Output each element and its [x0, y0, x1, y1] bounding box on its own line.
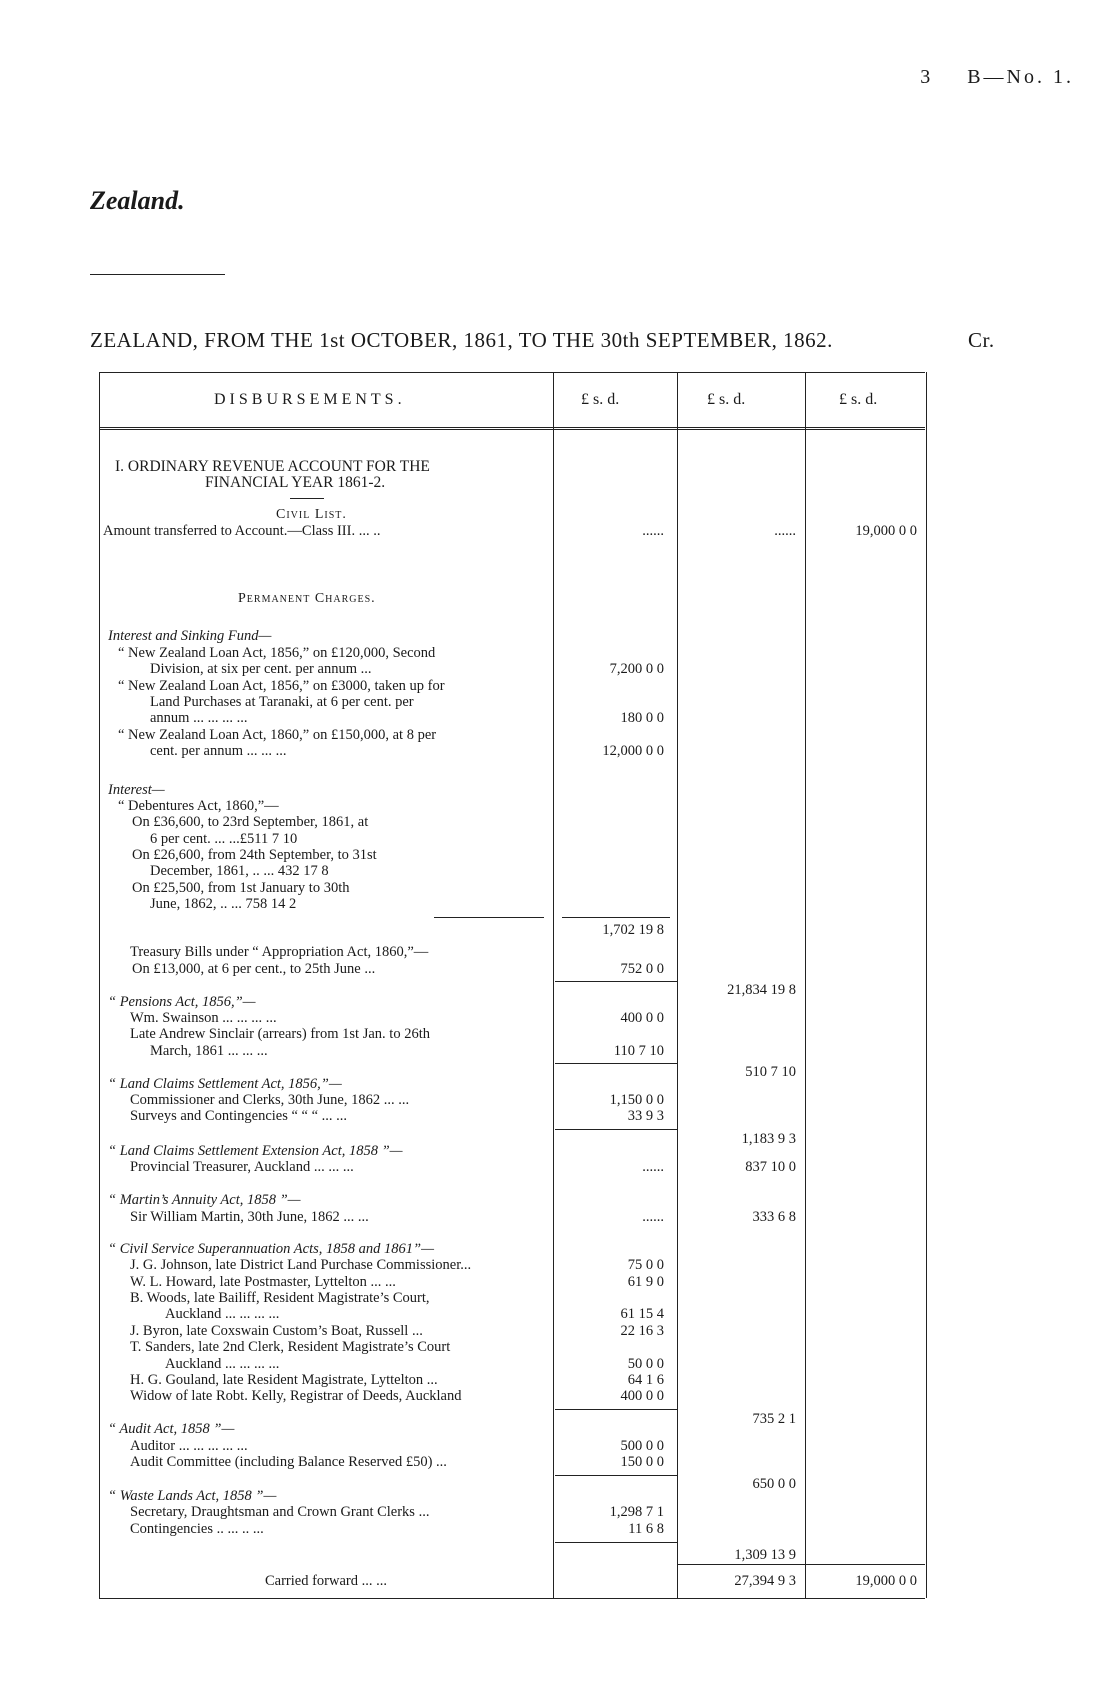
row-description: June, 1862, .. ... 758 14 2	[150, 896, 297, 912]
column-divider-3	[805, 372, 806, 1598]
amount-c1: 110 7 10	[613, 1043, 664, 1059]
amount-c1: 400 0 0	[620, 1010, 664, 1026]
row-description: Land Purchases at Taranaki, at 6 per cent. per	[150, 694, 414, 710]
row-description: Late Andrew Sinclair (arrears) from 1st Jan. to 26th	[130, 1026, 430, 1042]
amount-c2: 27,394 9 3	[734, 1573, 796, 1589]
row-description: Widow of late Robt. Kelly, Registrar of Deeds, Auckland	[130, 1388, 462, 1404]
permanent-charges-title: Permanent Charges.	[238, 591, 376, 606]
amount-c1: 11 6 8	[628, 1521, 664, 1537]
page-number-value: 3	[920, 66, 934, 88]
row-description: T. Sanders, late 2nd Clerk, Resident Magistrate’s Court	[130, 1339, 451, 1355]
column-header-2: £ s. d.	[707, 391, 746, 408]
column-divider-2	[677, 372, 678, 1598]
civil-list-col2: ......	[774, 523, 796, 539]
section-heading-line-2: FINANCIAL YEAR 1861-2.	[205, 474, 386, 491]
row-description: “ New Zealand Loan Act, 1860,” on £150,000, at 8 per	[118, 727, 437, 743]
subtotal-rule	[555, 981, 677, 982]
civil-list-col3: 19,000 0 0	[855, 523, 917, 539]
row-description: Provincial Treasurer, Auckland ... ... ...	[130, 1159, 354, 1175]
subtotal-rule	[555, 1542, 677, 1543]
amount-c1: 12,000 0 0	[602, 743, 664, 759]
row-description: cent. per annum ... ... ...	[150, 743, 287, 759]
row-description: Contingencies .. ... .. ...	[130, 1521, 264, 1537]
amount-c2: 510 7 10	[745, 1064, 796, 1080]
row-description: W. L. Howard, late Postmaster, Lyttelton ... ...	[130, 1274, 396, 1290]
row-description: Secretary, Draughtsman and Crown Grant Clerks ...	[130, 1504, 430, 1520]
row-description: Auckland ... ... ... ...	[165, 1306, 280, 1322]
column-divider-1	[553, 372, 554, 1598]
row-description: Auckland ... ... ... ...	[165, 1356, 280, 1372]
row-description: “ Civil Service Superannuation Acts, 1858 and 1861”—	[108, 1241, 434, 1257]
page-number	[920, 66, 1074, 89]
subtotal-rule	[555, 1475, 677, 1476]
credit-label: Cr.	[968, 328, 995, 352]
row-description: “ Land Claims Settlement Extension Act, 1858 ”—	[108, 1143, 403, 1159]
row-description: On £25,500, from 1st January to 30th	[132, 880, 350, 896]
row-description: “ Waste Lands Act, 1858 ”—	[108, 1488, 277, 1504]
amount-c3: 19,000 0 0	[855, 1573, 917, 1589]
row-description: Wm. Swainson ... ... ... ...	[130, 1010, 277, 1026]
amount-c2: 21,834 19 8	[727, 982, 796, 998]
amount-c1: 1,298 7 1	[609, 1504, 664, 1520]
table-bottom-rule	[99, 1598, 925, 1599]
civil-list-col1: ......	[642, 523, 664, 539]
row-description: “ Land Claims Settlement Act, 1856,”—	[108, 1076, 342, 1092]
subtotal-rule	[555, 1409, 677, 1410]
amount-c1: 7,200 0 0	[609, 661, 664, 677]
amount-c2: 1,183 9 3	[741, 1131, 796, 1147]
row-description: “ Martin’s Annuity Act, 1858 ”—	[108, 1192, 301, 1208]
row-description: Carried forward ... ...	[265, 1573, 387, 1589]
row-description: On £36,600, to 23rd September, 1861, at	[132, 814, 369, 830]
row-description: “ New Zealand Loan Act, 1856,” on £120,000, Second	[118, 645, 436, 661]
row-description: “ Pensions Act, 1856,”—	[108, 994, 256, 1010]
amount-c1: 50 0 0	[627, 1356, 664, 1372]
amount-c1: 1,702 19 8	[602, 922, 664, 938]
gothic-heading: Zealand.	[90, 186, 185, 215]
row-description: Interest and Sinking Fund—	[108, 628, 272, 644]
section-heading-line-1: I. ORDINARY REVENUE ACCOUNT FOR THE	[115, 458, 430, 475]
document-ref: B—No. 1.	[967, 66, 1074, 88]
row-description: Commissioner and Clerks, 30th June, 1862 ... ...	[130, 1092, 410, 1108]
row-description: Division, at six per cent. per annum ...	[150, 661, 372, 677]
row-description: On £13,000, at 6 per cent., to 25th June ...	[132, 961, 376, 977]
row-description: H. G. Gouland, late Resident Magistrate, Lyttelton ...	[130, 1372, 438, 1388]
amount-c1: 61 15 4	[620, 1306, 664, 1322]
row-description: “ Debentures Act, 1860,”—	[118, 798, 279, 814]
table-header	[99, 372, 925, 430]
amount-c1: 180 0 0	[620, 710, 664, 726]
heading-rule	[90, 274, 225, 275]
amount-c1: 64 1 6	[627, 1372, 664, 1388]
row-description: J. Byron, late Coxswain Custom’s Boat, Russell ...	[130, 1323, 423, 1339]
column-header-3: £ s. d.	[839, 391, 878, 408]
row-description: “ New Zealand Loan Act, 1856,” on £3000, taken up for	[118, 678, 445, 694]
row-description: J. G. Johnson, late District Land Purchase Commissioner...	[130, 1257, 472, 1273]
amount-c1: 1,150 0 0	[609, 1092, 664, 1108]
civil-list-desc: Amount transferred to Account.—Class III. ... ..	[103, 523, 381, 539]
amount-c1: 752 0 0	[620, 961, 664, 977]
row-description: Interest—	[108, 782, 165, 798]
row-description: B. Woods, late Bailiff, Resident Magistrate’s Court,	[130, 1290, 430, 1306]
civil-list-title: Civil List.	[276, 507, 347, 522]
row-description: December, 1861, .. ... 432 17 8	[150, 863, 329, 879]
table-frame	[99, 372, 927, 1598]
amount-c2: 650 0 0	[752, 1476, 796, 1492]
amount-c1: 400 0 0	[620, 1388, 664, 1404]
amount-c2: 837 10 0	[745, 1159, 796, 1175]
amount-c2: 1,309 13 9	[734, 1547, 796, 1563]
title-text: ZEALAND, FROM THE 1st OCTOBER, 1861, TO THE 30th SEPTEMBER, 1862.	[90, 328, 833, 352]
row-description: March, 1861 ... ... ...	[150, 1043, 268, 1059]
subtotal-rule	[555, 1063, 677, 1064]
amount-c1: 150 0 0	[620, 1454, 664, 1470]
amount-c1: 75 0 0	[627, 1257, 664, 1273]
row-description: annum ... ... ... ...	[150, 710, 248, 726]
interest-sum-rule	[434, 917, 544, 918]
carried-forward-rule	[677, 1564, 925, 1565]
amount-c1: 500 0 0	[620, 1438, 664, 1454]
amount-c1: 22 16 3	[620, 1323, 664, 1339]
disbursements-heading: DISBURSEMENTS.	[214, 391, 406, 408]
row-description: 6 per cent. ... ...£511 7 10	[150, 831, 298, 847]
subtotal-rule	[562, 917, 670, 918]
amount-c2: 735 2 1	[752, 1411, 796, 1427]
amount-c1: ......	[642, 1209, 664, 1225]
row-description: Surveys and Contingencies “ “ “ ... ...	[130, 1108, 348, 1124]
row-description: Auditor ... ... ... ... ...	[130, 1438, 248, 1454]
row-description: Sir William Martin, 30th June, 1862 ... ...	[130, 1209, 369, 1225]
row-description: Treasury Bills under “ Appropriation Act, 1860,”—	[130, 944, 429, 960]
subtotal-rule	[555, 1129, 677, 1130]
amount-c1: ......	[642, 1159, 664, 1175]
column-header-1: £ s. d.	[581, 391, 620, 408]
short-rule	[290, 498, 324, 499]
page-title	[90, 328, 1090, 353]
amount-c2: 333 6 8	[752, 1209, 796, 1225]
row-description: Audit Committee (including Balance Reserved £50) ...	[130, 1454, 447, 1470]
row-description: “ Audit Act, 1858 ”—	[108, 1421, 235, 1437]
amount-c1: 33 9 3	[627, 1108, 664, 1124]
amount-c1: 61 9 0	[627, 1274, 664, 1290]
row-description: On £26,600, from 24th September, to 31st	[132, 847, 377, 863]
